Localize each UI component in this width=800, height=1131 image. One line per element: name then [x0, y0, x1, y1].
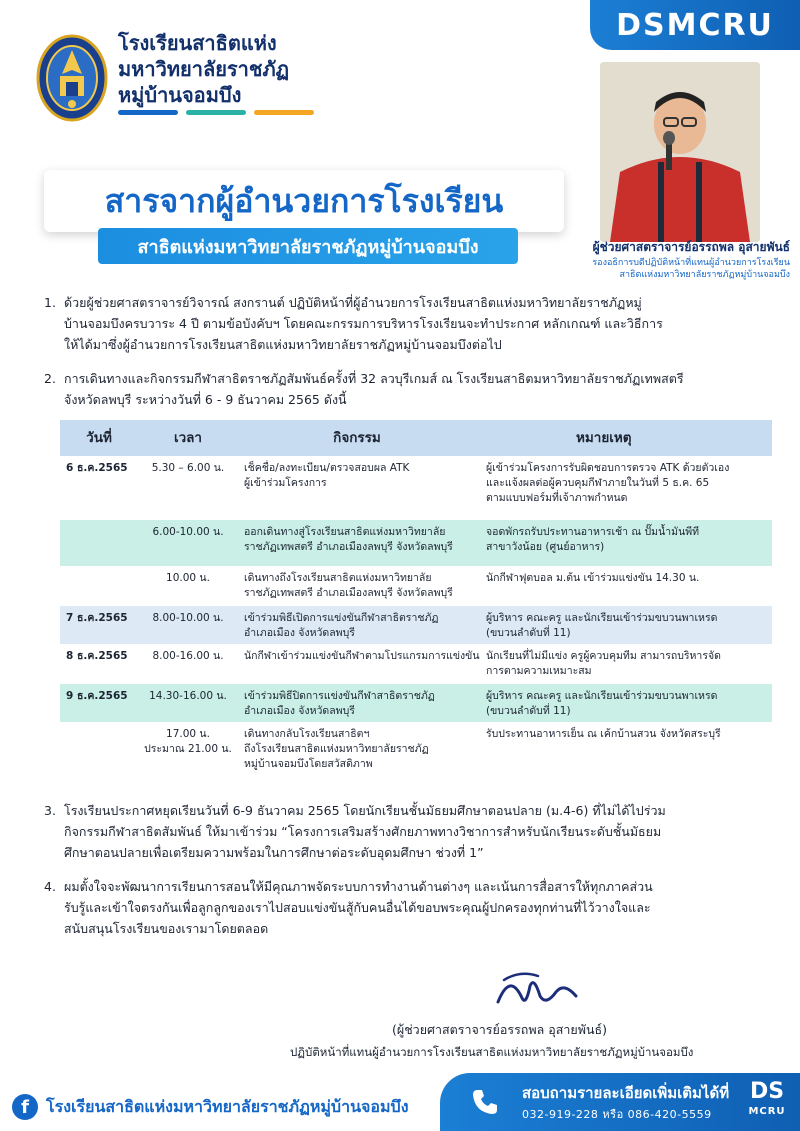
table-row — [60, 456, 772, 520]
school-seal-icon — [36, 30, 108, 122]
cell-note-line: นักกีฬาฟุตบอล ม.ต้น เข้าร่วมแข่งขัน 14.30 น. — [486, 572, 700, 584]
director-role-line-2: สาธิตแห่งมหาวิทยาลัยราชภัฏหมู่บ้านจอมบึง — [619, 270, 790, 280]
school-name — [118, 30, 418, 108]
cell-note-line: ตามแบบฟอร์มที่เจ้าภาพกำหนด — [486, 492, 628, 504]
photo-caption — [572, 238, 790, 281]
paragraph-line: กิจกรรมกีฬาสาธิตสัมพันธ์ ให้มาเข้าร่วม “โครงการเสริมสร้างศักยภาพทางวิชาการสำหรับนักเรียนระดับชั้นมัธยม — [64, 824, 662, 839]
paragraph-2 — [44, 368, 779, 410]
paragraph-line: ด้วยผู้ช่วยศาสตราจารย์วิจารณ์ สงกรานต์ ปฏิบัติหน้าที่ผู้อำนวยการโรงเรียนสาธิตแห่งมหาวิทยาลัยราชภัฏหมู่ — [64, 295, 642, 310]
paragraph-number: 1. — [44, 295, 56, 310]
cell-time-line: ประมาณ 21.00 น. — [144, 743, 232, 755]
cell-activity-line: เช็คชื่อ/ลงทะเบียน/ตรวจสอบผล ATK — [244, 462, 410, 474]
cell-note — [476, 520, 772, 566]
cell-time-line: 5.30 – 6.00 น. — [151, 462, 225, 474]
page-title: สารจากผู้อำนวยการโรงเรียน — [104, 181, 504, 220]
color-bars — [118, 110, 314, 115]
paragraph-1 — [44, 292, 779, 355]
cell-date — [60, 520, 138, 566]
cell-activity-line: เดินทางกลับโรงเรียนสาธิตฯ — [244, 728, 370, 740]
cell-note-line: (ขบวนลำดับที่ 11) — [486, 705, 571, 717]
cell-date — [60, 456, 138, 520]
paragraph-line: จังหวัดลพบุรี ระหว่างวันที่ 6 - 9 ธันวาคม 2565 ดังนี้ — [64, 392, 347, 407]
cell-activity-line: ราชภัฏเทพสตรี อำเภอเมืองลพบุรี จังหวัดลพบุรี — [244, 587, 453, 599]
cell-time — [138, 684, 238, 722]
cell-activity — [238, 606, 476, 644]
paragraph-number: 3. — [44, 803, 56, 818]
footer-facebook[interactable] — [0, 1083, 440, 1131]
paragraph-line: รับรู้และเข้าใจตรงกันเพื่อลูกลูกของเราไปสอบแข่งขันสู้กับคนอื่นได้ขอบพระคุณผู้ปกครองทุกท่านที่ไว้วางใจและ — [64, 900, 651, 915]
cell-activity — [238, 566, 476, 606]
cell-activity-line: อำเภอเมือง จังหวัดลพบุรี — [244, 705, 355, 717]
dsmcru-logo — [744, 1079, 790, 1125]
director-role-line-1: รองอธิการบดีปฏิบัติหน้าที่แทนผู้อำนวยการโรงเรียน — [592, 258, 790, 268]
cell-date — [60, 606, 138, 644]
school-name-line-2: มหาวิทยาลัยราชภัฏ — [118, 57, 290, 81]
cell-time-line: 17.00 น. — [166, 728, 210, 740]
person-icon — [600, 62, 760, 242]
cell-time — [138, 722, 238, 780]
cell-activity — [238, 644, 480, 684]
cell-note — [476, 456, 772, 520]
cell-note-line: สาขาวังน้อย (ศูนย์อาหาร) — [486, 541, 605, 553]
color-bar-teal — [186, 110, 246, 115]
cell-time — [138, 456, 238, 520]
cell-date — [60, 566, 138, 606]
cell-note-line: ผู้เข้าร่วมโครงการรับผิดชอบการตรวจ ATK ด้วยตัวเอง — [486, 462, 730, 474]
phone-icon — [470, 1087, 500, 1117]
table-body — [60, 456, 772, 780]
signature-mark — [490, 962, 580, 1012]
cell-note-line: และแจ้งผลต่อผู้ควบคุมกีฬาภายในวันที่ 5 ธ.ค. 65 — [486, 477, 710, 489]
facebook-page-name[interactable]: โรงเรียนสาธิตแห่งมหาวิทยาลัยราชภัฏหมู่บ้านจอมบึง — [46, 1096, 409, 1116]
cell-date — [60, 644, 138, 684]
cell-activity-line: ราชภัฏเทพสตรี อำเภอเมืองลพบุรี จังหวัดลพบุรี — [244, 541, 453, 553]
cell-note-line: รับประทานอาหารเย็น ณ เค้กบ้านสวน จังหวัดสระบุรี — [486, 728, 721, 740]
table-header — [60, 420, 772, 456]
cell-note-line: ผู้บริหาร คณะครู และนักเรียนเข้าร่วมขบวนพาเหรด — [486, 690, 718, 702]
cell-date — [60, 722, 138, 780]
subtitle-box — [98, 228, 518, 264]
cell-note — [476, 644, 772, 684]
contact-title: สอบถามรายละเอียดเพิ่มเติมได้ที่ — [522, 1084, 730, 1102]
school-name-line-3: หมู่บ้านจอมบึง — [118, 83, 242, 107]
cell-time — [138, 520, 238, 566]
cell-time — [138, 566, 238, 606]
cell-date-line: 7 ธ.ค.2565 — [66, 612, 128, 624]
cell-activity — [238, 684, 476, 722]
paragraph-4 — [44, 876, 779, 939]
schedule-table — [60, 420, 772, 788]
page-subtitle: สาธิตแห่งมหาวิทยาลัยราชภัฏหมู่บ้านจอมบึง — [137, 236, 479, 258]
color-bar-blue — [118, 110, 178, 115]
color-bar-orange — [254, 110, 314, 115]
cell-activity-line: เดินทางถึงโรงเรียนสาธิตแห่งมหาวิทยาลัย — [244, 572, 432, 584]
cell-activity-line: ออกเดินทางสู่โรงเรียนสาธิตแห่งมหาวิทยาลัย — [244, 526, 446, 538]
paragraph-number: 4. — [44, 879, 56, 894]
cell-activity — [238, 456, 476, 520]
footer-contact — [440, 1073, 800, 1131]
cell-note-line: ผู้บริหาร คณะครู และนักเรียนเข้าร่วมขบวนพาเหรด — [486, 612, 718, 624]
cell-time-line: 8.00-10.00 น. — [152, 612, 224, 624]
paragraph-line: โรงเรียนประกาศหยุดเรียนวันที่ 6-9 ธันวาคม 2565 โดยนักเรียนชั้นมัธยมศึกษาตอนปลาย (ม.4-6) ที่ไม่ได้ไปร่วม — [64, 803, 666, 818]
paragraph-line: ศึกษาตอนปลายเพื่อเตรียมความพร้อมในการศึกษาต่อระดับอุดมศึกษา ช่วงที่ 1” — [64, 845, 484, 860]
signature-role: ปฏิบัติหน้าที่แทนผู้อำนวยการโรงเรียนสาธิตแห่งมหาวิทยาลัยราชภัฏหมู่บ้านจอมบึง — [290, 1045, 694, 1059]
column-header-activity: กิจกรรม — [333, 429, 381, 446]
column-header-time: เวลา — [173, 429, 203, 446]
cell-activity-line: ผู้เข้าร่วมโครงการ — [244, 477, 327, 489]
title-box — [44, 170, 564, 232]
cell-time-line: 6.00-10.00 น. — [152, 526, 224, 538]
table-row — [60, 520, 772, 566]
director-photo — [600, 62, 760, 242]
logo-top: DS — [749, 1079, 785, 1104]
paragraph-number: 2. — [44, 371, 56, 386]
cell-activity-line: ถึงโรงเรียนสาธิตแห่งมหาวิทยาลัยราชภัฏ — [244, 743, 429, 755]
table-row — [60, 644, 772, 684]
cell-note-line: (ขบวนลำดับที่ 11) — [486, 627, 571, 639]
contact-phones[interactable]: 032-919-228 หรือ 086-420-5559 — [522, 1108, 712, 1121]
table-row — [60, 722, 772, 780]
cell-note — [476, 684, 772, 722]
paragraph-line: สนับสนุนโรงเรียนของเรามาโดยตลอด — [64, 921, 269, 936]
cell-note-line: จอดพักรถรับประทานอาหารเช้า ณ ปั๊มน้ำมันพีที — [486, 526, 700, 538]
brand-tag: DSMCRU — [590, 0, 800, 50]
paragraph-line: บ้านจอมบึงครบวาระ 4 ปี ตามข้อบังคับฯ โดยคณะกรรมการบริหารโรงเรียนจะทำประกาศ หลักเกณฑ์ และวิธีการ — [64, 316, 663, 331]
signature-name: (ผู้ช่วยศาสตราจารย์อรรถพล อุสายพันธ์) — [392, 1022, 607, 1037]
column-header-date: วันที่ — [86, 429, 112, 446]
logo-bottom: MCRU — [748, 1106, 786, 1117]
director-name: ผู้ช่วยศาสตราจารย์อรรถพล อุสายพันธ์ — [592, 240, 790, 254]
cell-note — [476, 566, 772, 606]
cell-note — [476, 606, 772, 644]
paragraph-line: ให้ได้มาซึ่งผู้อำนวยการโรงเรียนสาธิตแห่งมหาวิทยาลัยราชภัฏหมู่บ้านจอมบึงต่อไป — [64, 337, 502, 352]
cell-time — [138, 644, 238, 684]
cell-time — [138, 606, 238, 644]
table-row — [60, 684, 772, 722]
cell-time-line: 8.00-16.00 น. — [152, 650, 224, 662]
table-row — [60, 606, 772, 644]
cell-note-line: นักเรียนที่ไม่มีแข่ง ครูผู้ควบคุมทีม สามารถบริหารจัด — [486, 650, 721, 662]
cell-date — [60, 684, 138, 722]
cell-time-line: 14.30-16.00 น. — [149, 690, 227, 702]
table-row — [60, 566, 772, 606]
cell-activity-line: เข้าร่วมพิธีปิดการแข่งขันกีฬาสาธิตราชภัฏ — [244, 690, 435, 702]
paragraph-line: ผมตั้งใจจะพัฒนาการเรียนการสอนให้มีคุณภาพจัดระบบการทำงานด้านต่างๆ และเน้นการสื่อสารให้ทุกภาคส่วน — [64, 879, 653, 894]
paragraph-3 — [44, 800, 779, 863]
cell-activity-line: หมู่บ้านจอมบึงโดยสวัสดิภาพ — [244, 758, 373, 770]
cell-time-line: 10.00 น. — [166, 572, 210, 584]
facebook-icon: f — [12, 1094, 38, 1120]
paragraph-line: การเดินทางและกิจกรรมกีฬาสาธิตราชภัฏสัมพันธ์ครั้งที่ 32 ลวบุรีเกมส์ ณ โรงเรียนสาธิตมหาวิทยาลัยราชภัฏเทพสตรี — [64, 371, 684, 386]
cell-activity — [238, 520, 476, 566]
cell-note — [476, 722, 772, 780]
cell-activity — [238, 722, 476, 780]
cell-note-line: การตามความเหมาะสม — [486, 665, 592, 677]
cell-date-line: 8 ธ.ค.2565 — [66, 650, 128, 662]
cell-activity-line: เข้าร่วมพิธีเปิดการแข่งขันกีฬาสาธิตราชภัฏ — [244, 612, 439, 624]
cell-activity-line: อำเภอเมือง จังหวัดลพบุรี — [244, 627, 355, 639]
column-header-note: หมายเหตุ — [576, 429, 632, 446]
cell-activity-line: นักกีฬาเข้าร่วมแข่งขันกีฬาตามโปรแกรมการแข่งขัน — [244, 650, 480, 662]
cell-date-line: 9 ธ.ค.2565 — [66, 690, 128, 702]
school-name-line-1: โรงเรียนสาธิตแห่ง — [118, 31, 277, 55]
cell-date-line: 6 ธ.ค.2565 — [66, 462, 128, 474]
